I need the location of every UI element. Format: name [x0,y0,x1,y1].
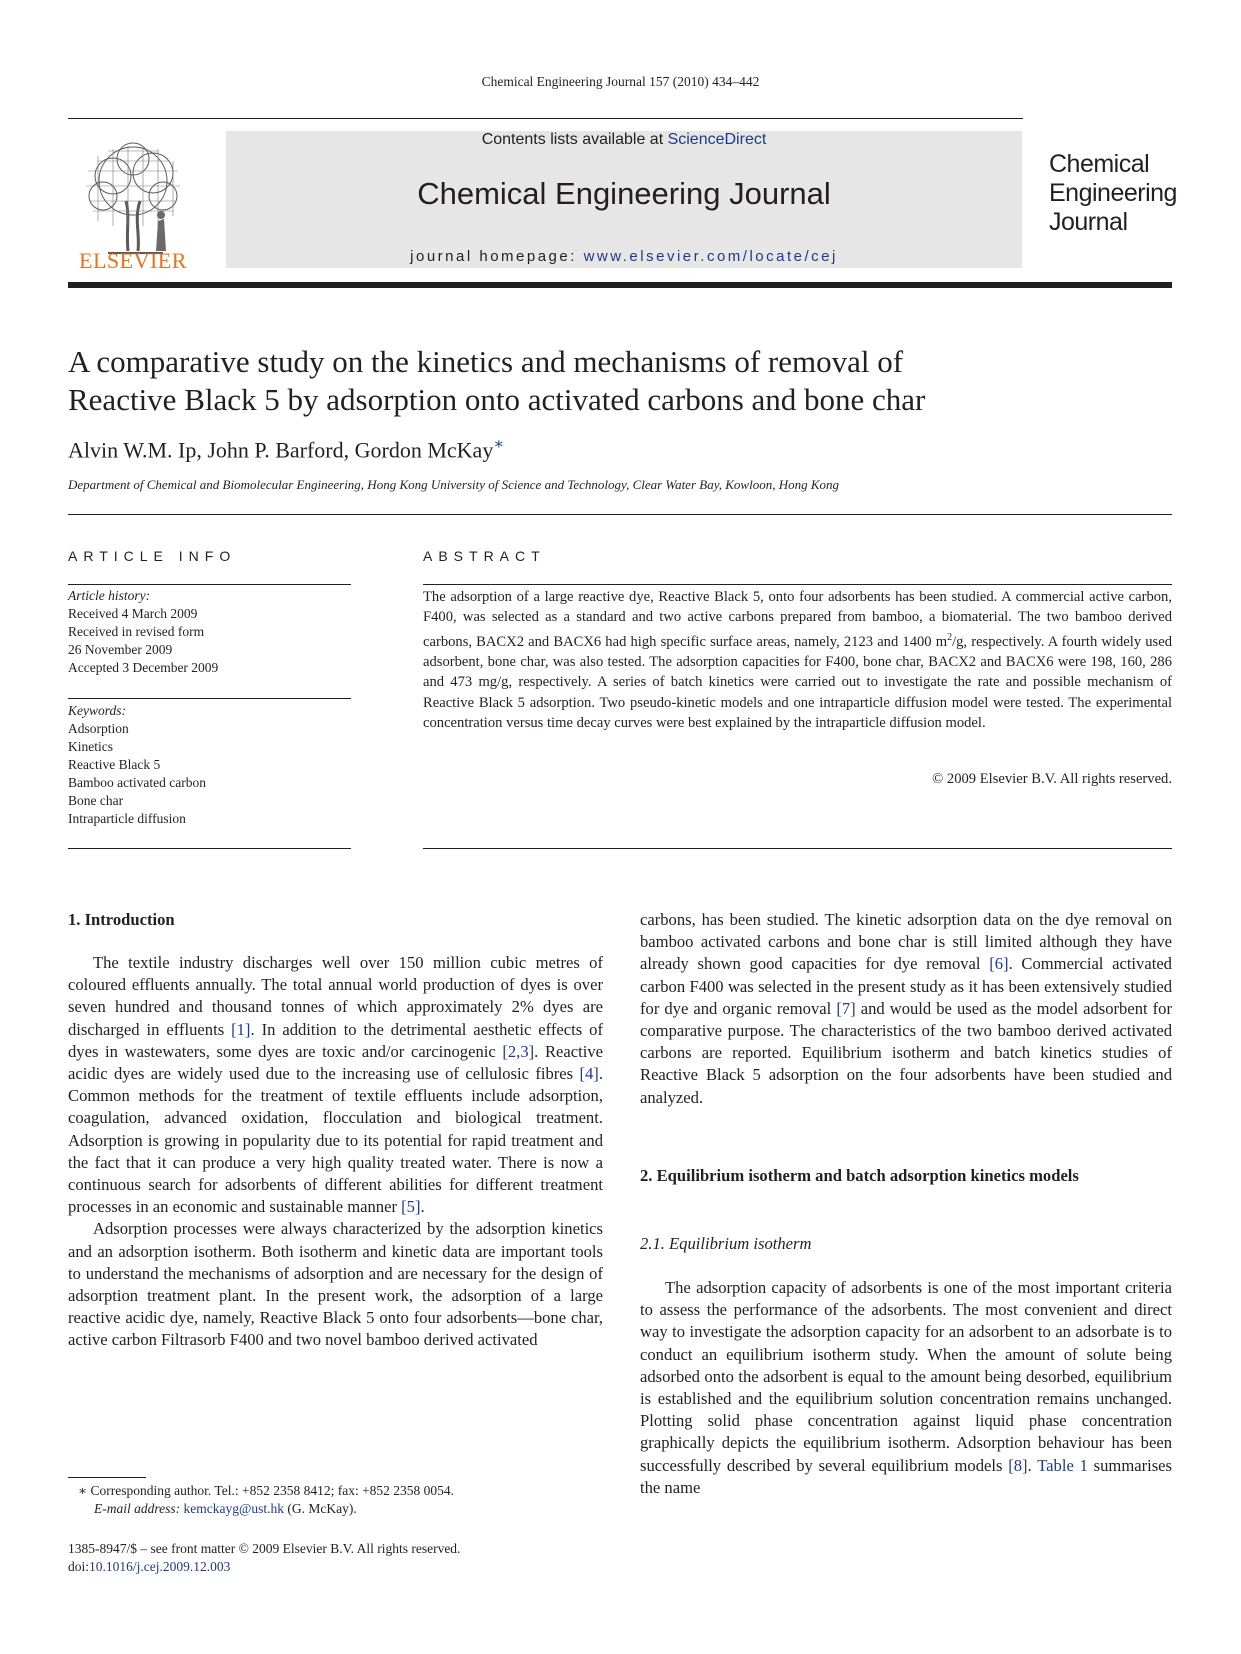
header-thick-rule [68,282,1172,288]
abstract-copyright: © 2009 Elsevier B.V. All rights reserved. [932,771,1172,787]
affiliation: Department of Chemical and Biomolecular Engineering, Hong Kong University of Science and Technology, Clear Water Bay, Kowloon, Hong Kong [68,477,840,492]
journal-banner [226,131,1022,268]
article-title [68,343,1168,419]
paragraph-text: . In addition to the detrimental aesthetic effects of dyes in wastewaters, some dyes are toxic and/or carcinogenic [68,1019,603,1061]
footnote-email [68,1500,608,1518]
paragraph [640,1277,1172,1499]
paragraph-text: . [420,1197,425,1217]
section-2-1-heading: 2.1. Equilibrium isotherm [640,1234,812,1253]
homepage-prefix: journal homepage: [410,248,584,265]
author-list [68,434,504,463]
homepage-line [226,248,1022,265]
doi-link[interactable]: 10.1016/j.cej.2009.12.003 [89,1559,231,1574]
table-link[interactable]: Table 1 [1037,1455,1088,1475]
article-info-rule [68,698,351,699]
journal-title: Chemical Engineering Journal [417,176,831,211]
footnote [68,1482,608,1518]
email-link[interactable]: kemckayg@ust.hk [183,1501,285,1516]
paragraph-text: and would be used as the model adsorbent for comparative purpose. The characteristics of the two bamboo derived activated carbons are reported. Equilibrium isotherm and batch kinetics studies of Reactive Black 5 adsorption on the four adsorbents have been studied and analyzed. [640,998,1172,1107]
abstract-superscript: 2 [947,631,953,643]
citation-link[interactable]: [2,3] [502,1041,535,1061]
article-history [68,587,348,677]
sciencedirect-link[interactable]: ScienceDirect [667,131,767,148]
keyword-item: Bone char [68,793,124,808]
paragraph-text: . Reactive acidic dyes are widely used due to the increasing use of cellulosic fibres [68,1041,603,1084]
section-2-heading: 2. Equilibrium isotherm and batch adsorption kinetics models [640,1166,1079,1185]
keywords [68,702,348,828]
intro-heading: 1. Introduction [68,910,175,929]
cover-title-line: Journal [1049,208,1128,236]
citation-link[interactable]: [8] [1008,1455,1028,1475]
paragraph-text: The textile industry discharges well over 150 million cubic metres of coloured effluents annually. The total annual world production of dyes is over seven hundred and thousand tonnes of which approximately 2% dyes are discharged in effluents [68,953,603,1039]
email-suffix: (G. McKay). [284,1501,357,1516]
keyword-item: Reactive Black 5 [68,757,161,772]
authors-text: Alvin W.M. Ip, John P. Barford, Gordon McKay [68,437,494,463]
keyword-item: Bamboo activated carbon [68,775,206,790]
front-matter-line: 1385-8947/$ – see front matter © 2009 Elsevier B.V. All rights reserved. [68,1541,461,1556]
paragraph-text: The adsorption capacity of adsorbents is one of the most important criteria to assess the performance of the adsorbents. The most convenient and direct way to investigate the adsorption capacity for an adsorbent to an adsorbate is to conduct an equilibrium isotherm study. When the amount of solute being adsorbed onto the adsorbent is equal to the amount being desorbed, equilibrium is established and the equilibrium solution concentration remains unchanged. Plotting solid phase concentration against liquid phase concentration graphically depicts the equilibrium isotherm. Adsorption behaviour has been successfully described by several equilibrium models [640,1278,1172,1475]
article-title-line: Reactive Black 5 by adsorption onto activated carbons and bone char [68,382,926,417]
keyword-item: Adsorption [68,721,129,736]
paragraph-text: . Commercial activated carbon F400 was selected in the present study as it has been extensively studied for dye and organic removal [640,954,1172,1018]
corresponding-author-mark[interactable]: ∗ [493,436,505,453]
citation-link[interactable]: [6] [989,954,1009,974]
paragraph-text: carbons, has been studied. The kinetic adsorption data on the dye removal on bamboo activated carbons and bone char is still limited although they have already shown good capacities for dye removal [640,910,1172,974]
running-head: Chemical Engineering Journal 157 (2010) 434–442 [481,74,760,89]
citation-link[interactable]: [5] [401,1197,421,1217]
elsevier-wordmark: ELSEVIER [79,248,187,273]
keyword-item: Kinetics [68,739,113,754]
abstract-rule [423,848,1172,849]
paragraph: Adsorption processes were always characterized by the adsorption kinetics and an adsorption isotherm. Both isotherm and kinetic data are important tools to understand the mechanisms of adsorption and are necessary for the design of adsorption treatment plant. In the present work, the adsorption of a large reactive acidic dye, namely, Reactive Black 5 onto four adsorbents—bone char, active carbon Filtrasorb F400 and two novel bamboo derived activated [68,1219,603,1350]
paragraph-text: summarises the name [640,1455,1173,1497]
history-item: Received in revised form [68,624,205,639]
abstract-text: The adsorption of a large reactive dye, Reactive Black 5, onto four adsorbents has been studied. A commercial active carbon, F400, was selected as a standard and two active carbons prepared from bamboo, a biomaterial. The two bamboo derived carbons, BACX2 and BACX6 had high specific surface areas, namely, 2123 and 1400 m [423,589,1172,650]
article-info-rule [68,848,351,849]
abstract-rule [423,584,1172,585]
doi-line [68,1558,608,1576]
history-item: Received 4 March 2009 [68,606,198,621]
citation-link[interactable]: [7] [836,998,856,1018]
history-item: Accepted 3 December 2009 [68,660,219,675]
cover-title-line: Chemical [1049,150,1150,178]
citation-link[interactable]: [1] [231,1019,251,1039]
footnote-author: ∗ Corresponding author. Tel.: +852 2358 8412; fax: +852 2358 0054. [78,1483,455,1498]
right-column-top [640,909,1172,1109]
history-item: 26 November 2009 [68,642,173,657]
affiliation-rule [68,514,1172,515]
keywords-label: Keywords: [68,703,126,718]
cover-title-line: Engineering [1049,179,1177,207]
email-label: E-mail address: [94,1501,184,1516]
left-column [68,952,603,1352]
keyword-item: Intraparticle diffusion [68,811,186,826]
article-title-line: A comparative study on the kinetics and mechanisms of removal of [68,344,904,379]
abstract-heading: ABSTRACT [423,548,546,564]
right-column-bottom [640,1277,1172,1499]
doi-prefix: doi: [68,1559,90,1574]
contents-line [226,131,1022,149]
paragraph [68,952,603,1218]
front-matter [68,1540,608,1576]
article-info-heading: ARTICLE INFO [68,548,237,564]
abstract-text: /g, respectively. A fourth widely used adsorbent, bone char, was also tested. The adsorption capacities for F400, bone char, BACX2 and BACX6 were 198, 160, 286 and 473 mg/g, respectively. A series of batch kinetics were carried out to investigate the rate and possible mechanism of Reactive Black 5 adsorption. Two pseudo-kinetic models and one intraparticle diffusion model were tested. The experimental concentration versus time decay curves were best explained by the intraparticle diffusion model. [423,633,1172,732]
paragraph-text: . Common methods for the treatment of textile effluents include adsorption, coagulation, advanced oxidation, flocculation and biological treatment. Adsorption is growing in popularity due to its potential for rapid treatment and the fact that it can produce a very high quality treated water. There is now a continuous search for adsorbents of different abilities for different treatment processes in an economic and sustainable manner [68,1064,603,1217]
paragraph [640,909,1172,1109]
abstract-body [423,587,1172,734]
footnote-rule [68,1477,146,1478]
citation-link[interactable]: [4] [579,1064,599,1084]
homepage-link[interactable]: www.elsevier.com/locate/cej [583,248,838,265]
history-label: Article history: [68,588,151,603]
header-rule [68,118,1023,119]
journal-cover-title [1049,150,1239,237]
article-info-rule [68,584,351,585]
paragraph-text: . [1027,1455,1038,1475]
contents-prefix: Contents lists available at [481,131,668,148]
